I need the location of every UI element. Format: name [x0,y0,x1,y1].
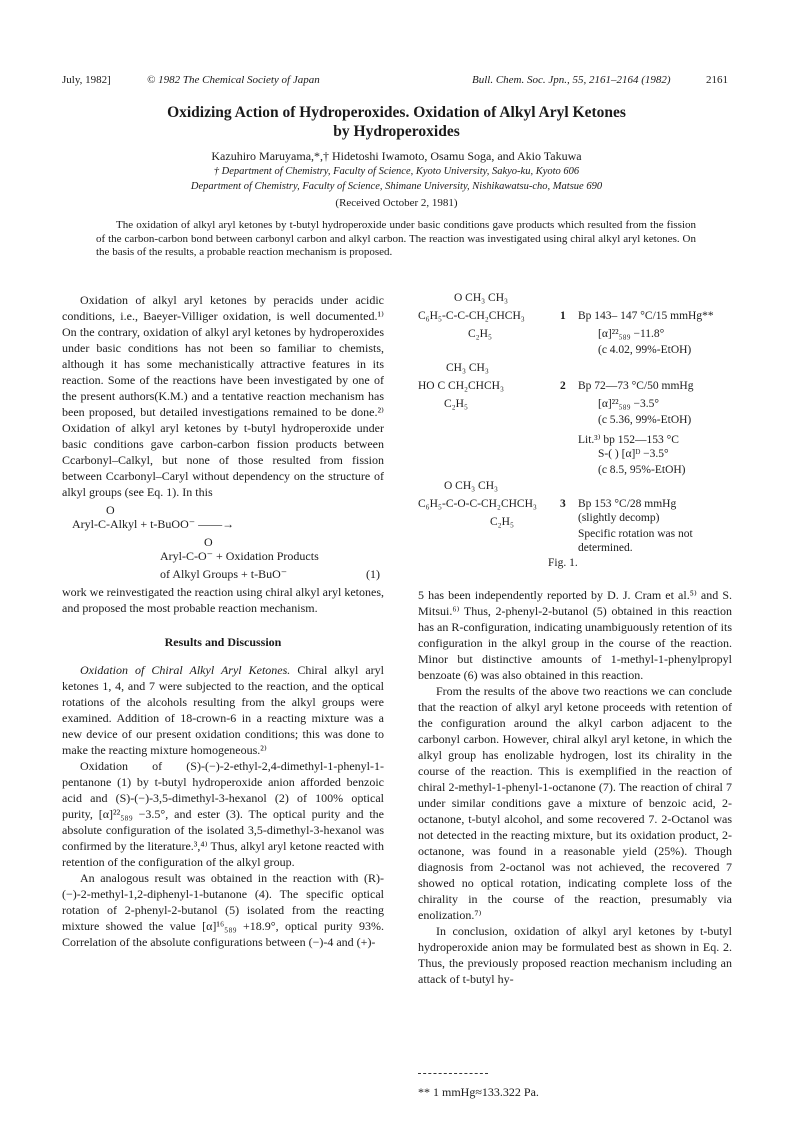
compound-2-structure: HO C CH₂CHCH₃ [418,380,504,392]
results-paragraph-2: Oxidation of (S)-(−)-2-ethyl-2,4-dimethyl-1-phenyl-1-pentanone (1) by t-butyl hydroperoxide anion afforded benzoic acid and (S)-(−)-3,5-dimethyl-3-hexanol (2) of 100% optical purity, [α]²²₅₈₉ −3.5°, and ester (3). The optical purity and the absolute configuration of the isolated 3,5-dimethyl-3-hexanol was confirmed by the literature.³,⁴⁾ Thus, alkyl aryl ketone reacted with retention of the configuration of the alkyl group. [62,759,384,869]
header-date: July, 1982] [62,74,111,86]
figure-caption: Fig. 1. [548,557,578,569]
compound-2-number: 2 [560,380,566,392]
right-paragraph-2: From the results of the above two reactions we can conclude that the reaction of alkyl aryl ketone proceeds with retention of the configuration around the alkyl carbon adjacent to the carbonyl carbon. However, chiral alkyl aryl ketone, in which the alkyl group has enolizable hydrogen, lost its chirality in the course of the reaction. This is exemplified in the reaction of chiral 2-methyl-1-phenyl-1-octanone (7). The reaction of chiral 7 under similar conditions gave a mixture of benzoic acid, 2-octanone, t-butyl alcohol, and some recovered 7. 2-Octanol was not detected in the reacting mixture, but its oxidation product, 2-octanone, was found in a reasonable yield (25%). Though diagnosis from 2-octanol was not achieved, the recovered 7 showed no optical rotation, indicating complete loss of the chirality in the course of the reaction, presumably via enolization.⁷⁾ [418,684,732,922]
header-journal: Bull. Chem. Soc. Jpn., 55, 2161–2164 (1982) [472,74,671,86]
compound-3-number: 3 [560,498,566,510]
compound-1-substituent: C₂H₅ [468,328,492,340]
compound-2-literature-conditions: (c 8.5, 95%-EtOH) [598,464,686,476]
compound-2-conditions: (c 5.36, 99%-EtOH) [598,414,692,426]
section-heading: Results and Discussion [164,635,282,649]
right-paragraph-1: 5 has been independently reported by D. J. Cram et al.⁵⁾ and S. Mitsui.⁶⁾ Thus, 2-phenyl-2-butanol (5) obtained in this reaction has an R-configuration, indicating unambiguously retention of its configuration in the alkyl group in the course of the reaction. Minor but distinctive amounts of 1-methyl-1-phenylpropyl benzoate (6) was also obtained in this reaction. [418,588,732,682]
equation-products: Aryl-C-O⁻ + Oxidation Products [160,549,319,563]
compound-1-structure: C₆H₅-C-C-CH₂CHCH₃ [418,310,525,322]
left-column [62,292,384,950]
header-copyright: © 1982 The Chemical Society of Japan [147,74,320,86]
compound-2-top: CH₃ CH₃ [446,362,489,374]
equation-products-cont: of Alkyl Groups + t-BuO⁻ [160,567,288,581]
compound-3-bp: Bp 153 °C/28 mmHg [578,498,677,510]
compound-3-top: O CH₃ CH₃ [444,480,499,492]
article-title-line2: by Hydroperoxides [333,123,460,140]
compound-3-substituent: C₂H₅ [490,516,514,528]
compound-2-bp: Bp 72—73 °C/50 mmHg [578,380,694,392]
equation-oxygen-2: O [204,535,213,549]
equation-number: (1) [366,567,380,581]
compound-1-conditions: (c 4.02, 99%-EtOH) [598,344,692,356]
compound-1-bp: Bp 143– 147 °C/15 mmHg** [578,310,714,322]
compound-3-note: Specific rotation was not [578,528,693,540]
affiliation-kyoto: † Department of Chemistry, Faculty of Science, Kyoto University, Sakyo-ku, Kyoto 606 [213,166,580,177]
compound-2-rotation: [α]²²₅₈₉ −3.5° [598,398,659,410]
equation-1 [62,500,384,584]
compound-2-literature: Lit.³⁾ bp 152—153 °C [578,434,679,446]
results-paragraph-3: An analogous result was obtained in the reaction with (R)-(−)-2-methyl-1,2-diphenyl-1-butanone (4). The specific optical rotation of 2-phenyl-2-butanol (5) isolated from the reacting mixture showed the value [α]¹⁶₅₈₉ +18.9°, optical purity 93%. Correlation of the absolute configurations between (−)-4 and (+)- [62,871,384,949]
compound-3-decomp: (slightly decomp) [578,512,660,524]
intro-paragraph: Oxidation of alkyl aryl ketones by peracids under acidic conditions, i.e., Baeyer-Villiger oxidation, is well documented.¹⁾ On the contrary, oxidation of alkyl aryl ketones by hydroperoxides under basic conditions has not been so familiar to chemists, although it has some mechanistically attractive features in its reaction. Some of the reactions have been investigated by one of the present authors(K.M.) and a tentative reaction mechanism has been proposed, but detailed investigations remained to be done.²⁾ Oxidation of alkyl aryl ketones by t-butyl hydroperoxide under basic conditions gave carbon-carbon fission products between Ccarbonyl–Calkyl, but none of those resulted from fission between Ccarbonyl–Caryl without dependency on the structure of alkyl groups (see Eq. 1). In this [62,293,384,499]
footnote-rule [418,1073,488,1074]
received-date: (Received October 2, 1981) [335,197,458,209]
figure-1 [418,292,718,572]
compound-3-note-cont: determined. [578,542,633,554]
compound-1-rotation: [α]²²₅₈₉ −11.8° [598,328,665,340]
results-paragraph-1: Chiral alkyl aryl ketones 1, 4, and 7 were subjected to the reaction, and the optical rotations of the alcohols resulting from the alkyl groups were examined. Addition of 18-crown-6 in a reacting mixture was a new device of our present oxidation conditions; this was done to make the reacting mixture homogeneous.²⁾ [62,663,384,757]
equation-reactants: Aryl-C-Alkyl + t-BuOO⁻ ——→ [72,517,235,531]
authors: Kazuhiro Maruyama,*,† Hidetoshi Iwamoto, Osamu Soga, and Akio Takuwa [211,149,582,163]
intro-paragraph-cont: work we reinvestigated the reaction using chiral alkyl aryl ketones, and proposed the most probable reaction mechanism. [62,585,384,615]
compound-2-literature-rotation: S-( ) [α]ᴰ −3.5° [598,448,669,460]
compound-3-structure: C₆H₅-C-O-C-CH₂CHCH₃ [418,498,537,510]
header-page-number: 2161 [706,74,728,86]
article-title-line1: Oxidizing Action of Hydroperoxides. Oxidation of Alkyl Aryl Ketones [167,104,626,121]
equation-oxygen: O [106,503,115,517]
footnote: ** 1 mmHg≈133.322 Pa. [418,1085,539,1099]
compound-1-number: 1 [560,310,566,322]
right-column [418,587,732,987]
compound-2-substituent: C₂H₅ [444,398,468,410]
subsection-heading: Oxidation of Chiral Alkyl Aryl Ketones. [80,663,291,677]
affiliation-shimane: Department of Chemistry, Faculty of Science, Shimane University, Nishikawatsu-cho, Matsue 690 [190,181,603,192]
abstract: The oxidation of alkyl aryl ketones by t-butyl hydroperoxide under basic conditions gave products which resulted from the fission of the carbon-carbon bond between carbonyl carbon and alkyl carbon. The reaction was investigated using chiral alkyl aryl ketones. On the basis of the results, a probable reaction mechanism is proposed. [96,219,696,258]
compound-1-top: O CH₃ CH₃ [454,292,509,304]
right-paragraph-3: In conclusion, oxidation of alkyl aryl ketones by t-butyl hydroperoxide anion may be formulated best as shown in Eq. 2. Thus, the previously proposed reaction mechanism including an attack of t-butyl hy- [418,924,732,986]
